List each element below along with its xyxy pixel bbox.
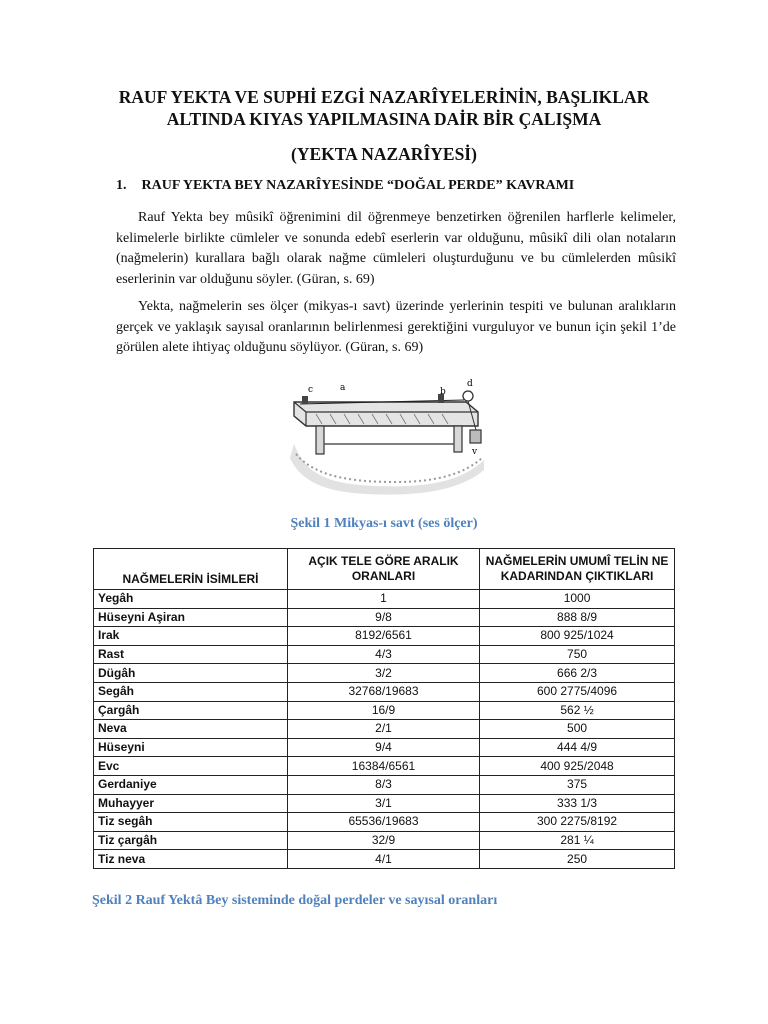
tone-name-cell: Rast	[94, 645, 288, 664]
interval-ratio-cell: 16384/6561	[287, 757, 479, 776]
tone-name-cell: Dügâh	[94, 664, 288, 683]
table-row	[94, 775, 675, 794]
tone-name-cell: Hüseyni Aşiran	[94, 608, 288, 627]
tone-name-cell: Tiz segâh	[94, 813, 288, 832]
table-row	[94, 850, 675, 869]
string-length-cell: 888 8/9	[480, 608, 675, 627]
table-row	[94, 608, 675, 627]
table-row	[94, 682, 675, 701]
string-length-cell: 500	[480, 720, 675, 739]
interval-ratio-cell: 1	[287, 590, 479, 609]
paragraph-1: Rauf Yekta bey mûsikî öğrenimini dil öğrenmeye benzetirken öğrenilen harflerle kelimeler, kelimelerle birlikte cümleler ve sonunda edebî eserlerin var olduğunu, mûsikî dili olan notaların (nağmelerin) kurallara bağlı olarak nağme cümleleri oluşturduğunu ve bu cümlelerden mûsikî eserlerinin var olduğunu söyler. (Güran, s. 69)	[116, 210, 676, 287]
tone-name-cell: Tiz çargâh	[94, 831, 288, 850]
table-row	[94, 757, 675, 776]
figure-label-b: b	[440, 387, 446, 397]
string-length-cell: 666 2/3	[480, 664, 675, 683]
interval-ratio-cell: 8192/6561	[287, 627, 479, 646]
interval-ratio-cell: 65536/19683	[287, 813, 479, 832]
figure-label-v: v	[472, 447, 478, 457]
tone-name-cell: Evc	[94, 757, 288, 776]
table-row	[94, 794, 675, 813]
tone-name-cell: Neva	[94, 720, 288, 739]
figure-label-c: c	[308, 385, 314, 395]
table-row	[94, 645, 675, 664]
table-row	[94, 720, 675, 739]
paragraph-2: Yekta, nağmelerin ses ölçer (mikyas-ı savt) üzerinde yerlerinin tespiti ve bulunan aralıkların gerçek ve yaklaşık sayısal oranlarının belirlenmesi gerektiğini vurguluyor ve bunun için şekil 1’de görülen alete ihtiyaç olduğunu söylüyor. (Güran, s. 69)	[116, 299, 676, 355]
string-length-cell: 600 2775/4096	[480, 682, 675, 701]
section-title: RAUF YEKTA BEY NAZARÎYESİNDE “DOĞAL PERDE” KAVRAMI	[141, 178, 575, 193]
string-length-cell: 750	[480, 645, 675, 664]
interval-ratio-cell: 32768/19683	[287, 682, 479, 701]
string-length-cell: 300 2275/8192	[480, 813, 675, 832]
string-length-cell: 800 925/1024	[480, 627, 675, 646]
figure-label-a: a	[340, 383, 346, 393]
interval-ratio-cell: 3/1	[287, 794, 479, 813]
tone-name-cell: Hüseyni	[94, 738, 288, 757]
table-row	[94, 813, 675, 832]
figure-label-d: d	[467, 379, 473, 389]
interval-ratio-cell: 3/2	[287, 664, 479, 683]
table-header-row	[94, 549, 675, 590]
tone-name-cell: Çargâh	[94, 701, 288, 720]
section-heading	[116, 178, 574, 194]
table-row	[94, 738, 675, 757]
interval-ratio-cell: 16/9	[287, 701, 479, 720]
interval-ratio-cell: 4/1	[287, 850, 479, 869]
tone-name-cell: Tiz neva	[94, 850, 288, 869]
table-row	[94, 701, 675, 720]
interval-ratio-cell: 32/9	[287, 831, 479, 850]
tone-name-cell: Yegâh	[94, 590, 288, 609]
interval-ratio-cell: 9/4	[287, 738, 479, 757]
table-row	[94, 664, 675, 683]
table-body	[94, 590, 675, 869]
string-length-cell: 333 1/3	[480, 794, 675, 813]
string-length-cell: 444 4/9	[480, 738, 675, 757]
column-header-string-length: NAĞMELERİN UMUMÎ TELİN NE KADARINDAN ÇIKTIKLARI	[480, 549, 675, 590]
string-length-cell: 400 925/2048	[480, 757, 675, 776]
mikyas-i-savt-illustration	[286, 374, 486, 496]
column-header-names: NAĞMELERİN İSİMLERİ	[94, 549, 288, 590]
document-subtitle: (YEKTA NAZARÎYESİ)	[291, 144, 477, 164]
string-length-cell: 375	[480, 775, 675, 794]
string-length-cell: 562 ½	[480, 701, 675, 720]
string-length-cell: 1000	[480, 590, 675, 609]
column-header-ratios: AÇIK TELE GÖRE ARALIK ORANLARI	[287, 549, 479, 590]
table-row	[94, 831, 675, 850]
tone-name-cell: Muhayyer	[94, 794, 288, 813]
section-number: 1.	[116, 178, 127, 193]
tone-name-cell: Irak	[94, 627, 288, 646]
interval-ratio-cell: 9/8	[287, 608, 479, 627]
tone-name-cell: Gerdaniye	[94, 775, 288, 794]
string-length-cell: 250	[480, 850, 675, 869]
interval-ratio-cell: 4/3	[287, 645, 479, 664]
figure-2-caption: Şekil 2 Rauf Yektâ Bey sisteminde doğal perdeler ve sayısal oranları	[92, 893, 498, 908]
figure-1-caption: Şekil 1 Mikyas-ı savt (ses ölçer)	[290, 516, 478, 531]
string-length-cell: 281 ¼	[480, 831, 675, 850]
table-row	[94, 590, 675, 609]
natural-tones-table	[93, 548, 675, 869]
interval-ratio-cell: 8/3	[287, 775, 479, 794]
tone-name-cell: Segâh	[94, 682, 288, 701]
interval-ratio-cell: 2/1	[287, 720, 479, 739]
table-row	[94, 627, 675, 646]
document-title: RAUF YEKTA VE SUPHİ EZGİ NAZARÎYELERİNİN, BAŞLIKLAR ALTINDA KIYAS YAPILMASINA DAİR BİR ÇALIŞMA	[118, 87, 650, 129]
